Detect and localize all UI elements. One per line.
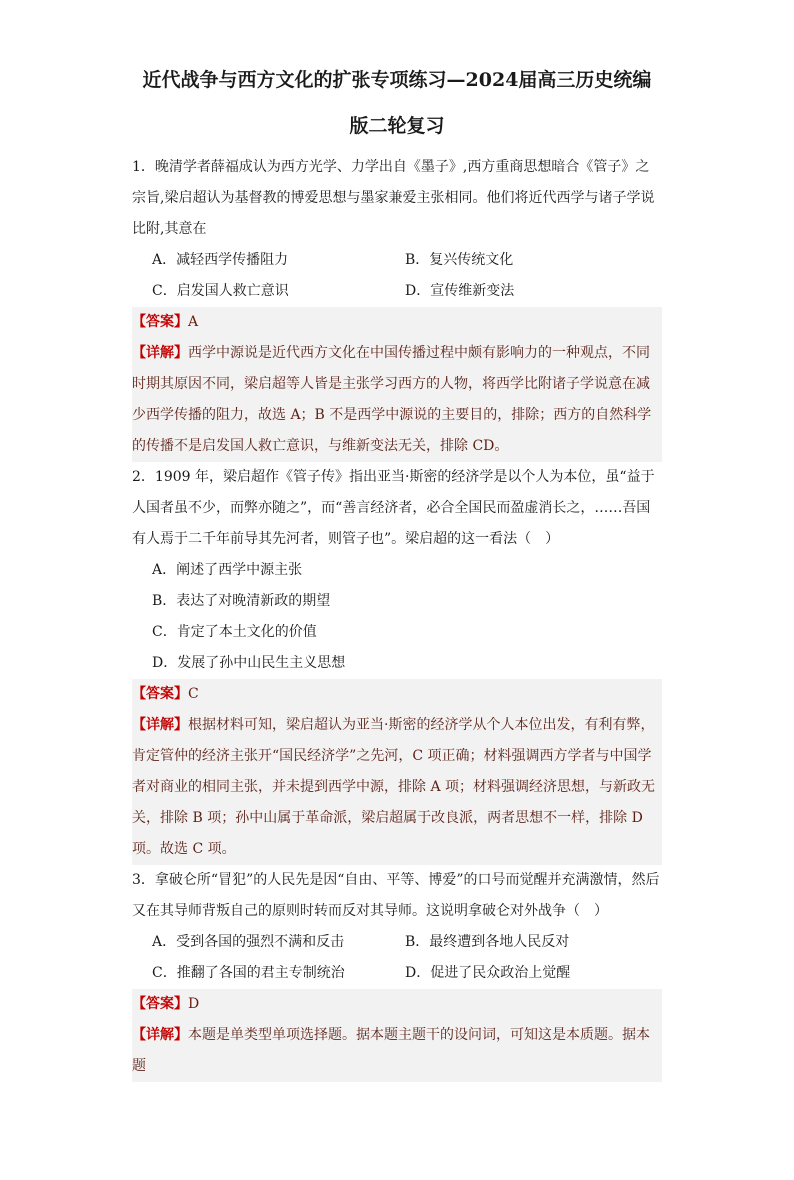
answer-tag: 【答案】 [132,996,188,1012]
options [132,245,662,307]
option-b: B．复兴传统文化 [405,252,514,268]
option-b: B．表达了对晚清新政的期望 [152,593,331,609]
detail-line [132,710,662,865]
title-line-1: 近代战争与西方文化的扩张专项练习—2024届高三历史统编 [142,69,652,91]
detail-line [132,338,662,462]
option-d: D．宣传维新变法 [405,283,515,299]
answer-line [132,989,662,1020]
question-2 [132,462,662,865]
answer-value: A [188,314,199,330]
answer-tag: 【答案】 [132,686,188,702]
option-c: C．推翻了各国的君主专制统治 [152,965,345,981]
option-b: B．最终遭到各地人民反对 [405,934,570,950]
answer-block [132,679,662,865]
question-stem: 1．晚清学者薛福成认为西方光学、力学出自《墨子》,西方重商思想暗合《管子》之宗旨,梁启超认为基督教的博爱思想与墨家兼爱主张相同。他们将近代西学与诸子学说比附,其意在 [132,159,655,237]
option-d: D．发展了孙中山民生主义思想 [152,655,346,671]
detail-tag: 【详解】 [132,717,188,733]
answer-value: D [188,996,200,1012]
options [132,927,662,989]
question-3 [132,865,662,1082]
answer-line [132,307,662,338]
question-stem: 2．1909 年，梁启超作《管子传》指出亚当·斯密的经济学是以个人为本位，虽“益于人国者虽不少，而弊亦随之”，而“善言经济者，必合全国民而盈虚消长之，……吾国有人焉于二千年前导其先河者，则管子也”。梁启超的这一看法（ ） [132,469,655,547]
page-title [132,57,662,149]
option-a: A．减轻西学传播阻力 [152,252,289,268]
option-a: A．受到各国的强烈不满和反击 [152,934,345,950]
answer-block [132,307,662,462]
option-c: C．肯定了本土文化的价值 [152,624,317,640]
answer-block [132,989,662,1082]
answer-value: C [188,686,199,702]
question-stem: 3．拿破仑所“冒犯”的人民先是因“自由、平等、博爱”的口号而觉醒并充满激情，然后又在其导师背叛自己的原则时转而反对其导师。这说明拿破仑对外战争（ ） [132,872,660,919]
question-1 [132,152,662,462]
option-c: C．启发国人救亡意识 [152,283,289,299]
option-d: D．促进了民众政治上觉醒 [405,965,571,981]
title-line-2: 版二轮复习 [349,115,445,137]
option-a: A．阐述了西学中源主张 [152,562,303,578]
options [132,555,662,679]
detail-line [132,1020,662,1082]
detail-tag: 【详解】 [132,1027,188,1043]
detail-text: 根据材料可知，梁启超认为亚当·斯密的经济学从个人本位出发，有利有弊，肯定管仲的经济主张开“国民经济学”之先河，C 项正确；材料强调西方学者与中国学者对商业的相同主张，并未提到西学中源，排除 A 项；材料强调经济思想，与新政无关，排除 B 项；孙中山属于革命派，梁启超属于改良派，两者思想不一样，排除 D 项。故选 C 项。 [132,717,656,857]
detail-text: 本题是单类型单项选择题。据本题主题干的设问词，可知这是本质题。据本题 [132,1027,650,1074]
detail-tag: 【详解】 [132,345,188,361]
detail-text: 西学中源说是近代西方文化在中国传播过程中颇有影响力的一种观点，不同时期其原因不同，梁启超等人皆是主张学习西方的人物，将西学比附诸子学说意在减少西学传播的阻力，故选 A；B 不是西学中源说的主要目的，排除；西方的自然科学的传播不是启发国人救亡意识，与维新变法无关，排除 CD。 [132,345,652,454]
document-page [0,57,794,1180]
answer-tag: 【答案】 [132,314,188,330]
answer-line [132,679,662,710]
